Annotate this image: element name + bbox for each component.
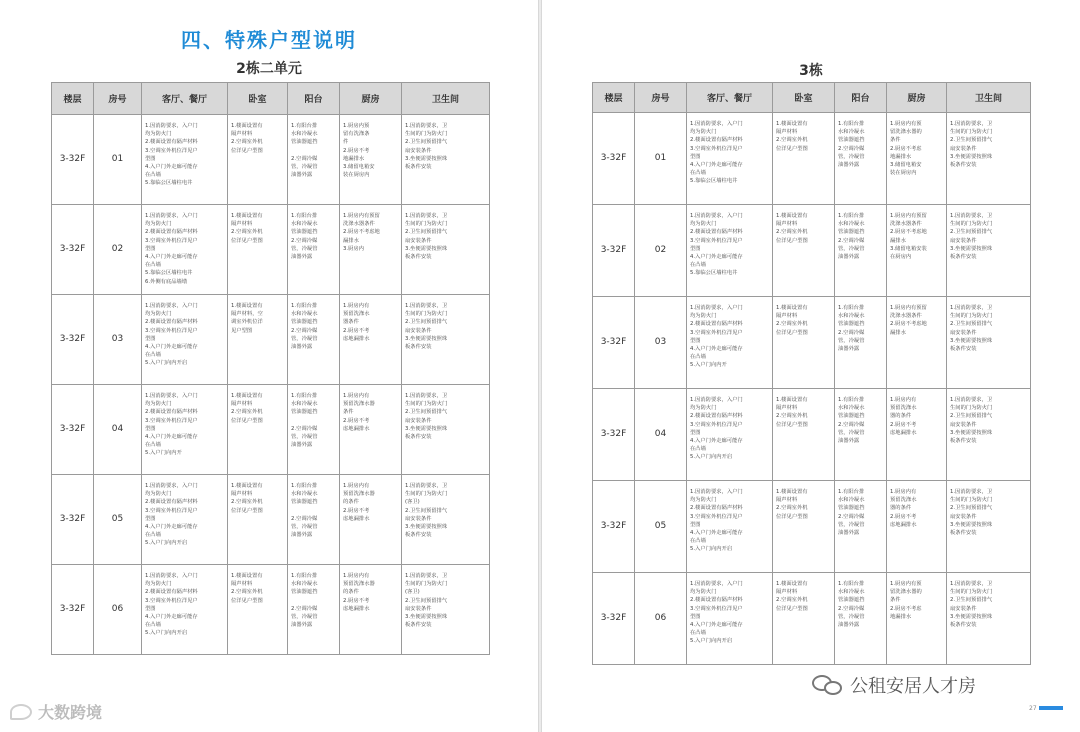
bottom-watermark (10, 700, 102, 723)
floor-cell: 3-32F (593, 297, 635, 389)
room-number-cell: 05 (635, 481, 687, 573)
kitchen-cell: 1.厨房内有 预留洗涤水 器条件 2.厨房不考 虑地漏排水 (340, 295, 402, 385)
room-number-cell: 02 (94, 205, 142, 295)
bedroom-cell: 1.楼面设置有 隔声材料 2.空调室外机 位洋见户型图 (773, 573, 835, 665)
balcony-cell: 1.有阳台排 水和冷凝水 管油器遮挡 2.空调冷媒 管，冷凝管 油器外露 (835, 113, 887, 205)
floor-cell: 3-32F (52, 565, 94, 655)
balcony-cell: 1.有阳台排 水和冷凝水 管油器遮挡 2.空调冷媒 管，冷凝管 油器外露 (288, 115, 340, 205)
header-bedroom: 卧室 (228, 83, 288, 115)
living-dining-cell: 1.因消防要求，入户门 均为防火门 2.楼面设置有隔声材料 3.空调室外机位洋见户 型图 4.入户门外走廊可能存 在凸墙 5.入户门向内开启 (142, 475, 228, 565)
header-floor: 楼层 (52, 83, 94, 115)
bathroom-cell: 1.因消防要求，卫 生间的门为防火门 2.卫生间预留排气 扇安装条件 3.坐便需要按照珠 板条件安装 (402, 205, 490, 295)
table-header-row (593, 83, 1031, 113)
living-dining-cell: 1.因消防要求，入户门 均为防火门 2.楼面设置有隔声材料 3.空调室外机位洋见户 型图 4.入户门外走廊可能存 在凸墙 5.入户门向内开启 (687, 573, 773, 665)
room-number-cell: 04 (635, 389, 687, 481)
floor-cell: 3-32F (593, 481, 635, 573)
living-dining-cell: 1.因消防要求，入户门 均为防火门 2.楼面设置有隔声材料 3.空调室外机位洋见户 型图 4.入户门外走廊可能存 在凸墙 5.入户门向内开 (687, 297, 773, 389)
table-row (593, 205, 1031, 297)
right-page (542, 0, 1080, 732)
bathroom-cell: 1.因消防要求，卫 生间的门为防火门 2.卫生间预留排气 扇安装条件 3.坐便需要按照珠 板条件安装 (402, 115, 490, 205)
floor-cell: 3-32F (52, 475, 94, 565)
table-row (593, 297, 1031, 389)
table-row (593, 113, 1031, 205)
header-room: 房号 (94, 83, 142, 115)
bathroom-cell: 1.因消防要求，卫 生间的门为防火门 2.卫生间预留排气 扇安装条件 3.坐便需要按照珠 板条件安装 (947, 481, 1031, 573)
spec-table-left (51, 82, 490, 655)
room-number-cell: 02 (635, 205, 687, 297)
table-row (52, 385, 490, 475)
table-row (593, 573, 1031, 665)
header-kitchen: 厨房 (887, 83, 947, 113)
living-dining-cell: 1.因消防要求，入户门 均为防火门 2.楼面设置有隔声材料 3.空调室外机位洋见户 型图 4.入户门外走廊可能存 在凸墙 5.入户门向内开启 (142, 295, 228, 385)
page-accent-bar (1039, 706, 1063, 710)
bathroom-cell: 1.因消防要求，卫 生间的门为防火门 2.卫生间预留排气 扇安装条件 3.坐便需要按照珠 板条件安装 (402, 385, 490, 475)
balcony-cell: 1.有阳台排 水和冷凝水 管油器遮挡 2.空调冷媒 管，冷凝管 油器外露 (835, 573, 887, 665)
bathroom-cell: 1.因消防要求，卫 生间的门为防火门 2.卫生间预留排气 扇安装条件 3.坐便需要按照珠 板条件安装 (402, 295, 490, 385)
room-number-cell: 05 (94, 475, 142, 565)
wechat-icon (812, 675, 844, 697)
kitchen-cell: 1.厨房内有 预留洗涤水器 条件 2.厨房不考 虑地漏排水 (340, 385, 402, 475)
living-dining-cell: 1.因消防要求，入户门 均为防火门 2.楼面设置有隔声材料 3.空调室外机位洋见户 型图 4.入户门外走廊可能存 在凸墙 5.入户门向内开 (142, 385, 228, 475)
floor-cell: 3-32F (52, 115, 94, 205)
living-dining-cell: 1.因消防要求，入户门 均为防火门 2.楼面设置有隔声材料 3.空调室外机位洋见户 型图 4.入户门外走廊可能存 在凸墙 5.靠临公区墙柱电井 (687, 205, 773, 297)
kitchen-cell: 1.厨房内有 预留洗涤水 器的条件 2.厨房不考 虑地漏排水 (887, 389, 947, 481)
room-number-cell: 04 (94, 385, 142, 475)
kitchen-cell: 1.厨房内有 预留洗涤水器 的条件 2.厨房不考 虑地漏排水 (340, 565, 402, 655)
kitchen-cell: 1.厨房内有 预留洗涤水 器的条件 2.厨房不考 虑地漏排水 (887, 481, 947, 573)
header-living: 客厅、餐厅 (142, 83, 228, 115)
balcony-cell: 1.有阳台排 水和冷凝水 管油器遮挡 2.空调冷媒 管，冷凝管 油器外露 (835, 297, 887, 389)
kitchen-cell: 1.厨房内预 留有洗涤条 件 2.厨房不考 地漏排水 3.储留电箱安 装在厨房内 (340, 115, 402, 205)
bedroom-cell: 1.楼面设置有 隔声材料，空 调室外机位洋 见户型图 (228, 295, 288, 385)
floor-cell: 3-32F (593, 113, 635, 205)
header-living: 客厅、餐厅 (687, 83, 773, 113)
bedroom-cell: 1.楼面设置有 隔声材料 2.空调室外机 位洋见户型图 (228, 475, 288, 565)
kitchen-cell: 1.厨房内有预 留洗涤水器的 条件 2.厨房不考虑 地漏排水 (887, 573, 947, 665)
table-title-building-2-unit-2: 2栋二单元 (236, 61, 302, 77)
room-number-cell: 01 (94, 115, 142, 205)
bedroom-cell: 1.楼面设置有 隔声材料 2.空调室外机 位洋见户型图 (773, 297, 835, 389)
balcony-cell: 1.有阳台排 水和冷凝水 管油器遮挡 2.空调冷媒 管，冷凝管 油器外露 (288, 295, 340, 385)
bathroom-cell: 1.因消防要求，卫 生间的门为防火门 2.卫生间预留排气 扇安装条件 3.坐便需要按照珠 板条件安装 (947, 573, 1031, 665)
balcony-cell: 1.有阳台排 水和冷凝水 管油器遮挡 2.空调冷媒 管，冷凝管 油器外露 (288, 565, 340, 655)
balcony-cell: 1.有阳台排 水和冷凝水 管油器遮挡 2.空调冷媒 管，冷凝管 油器外露 (835, 389, 887, 481)
floor-cell: 3-32F (593, 205, 635, 297)
bathroom-cell: 1.因消防要求，卫 生间的门为防火门 (客卫) 2.卫生间预留排气 扇安装条件 3.坐便需要按照珠 板条件安装 (402, 565, 490, 655)
bedroom-cell: 1.楼面设置有 隔声材料 2.空调室外机 位洋见户型图 (228, 205, 288, 295)
floor-cell: 3-32F (593, 389, 635, 481)
kitchen-cell: 1.厨房内有预 留洗涤水器的 条件 2.厨房不考虑 地漏排水 3.储留电箱安 装在厨房内 (887, 113, 947, 205)
header-floor: 楼层 (593, 83, 635, 113)
floor-cell: 3-32F (593, 573, 635, 665)
floor-cell: 3-32F (52, 295, 94, 385)
balcony-cell: 1.有阳台排 水和冷凝水 管油器遮挡 2.空调冷媒 管，冷凝管 油器外露 (288, 475, 340, 565)
living-dining-cell: 1.因消防要求，入户门 均为防火门 2.楼面设置有隔声材料 3.空调室外机位洋见户 型图 4.入户门外走廊可能存 在凸墙 5.靠临公区墙柱电井 6.外侧有底品墙墩 (142, 205, 228, 295)
table-row (593, 389, 1031, 481)
room-number-cell: 03 (94, 295, 142, 385)
room-number-cell: 03 (635, 297, 687, 389)
table-row (52, 205, 490, 295)
wechat-watermark (812, 672, 976, 698)
balcony-cell: 1.有阳台排 水和冷凝水 管油器遮挡 2.空调冷媒 管，冷凝管 油器外露 (835, 481, 887, 573)
bedroom-cell: 1.楼面设置有 隔声材料 2.空调室外机 位洋见户型图 (228, 115, 288, 205)
left-page (0, 0, 538, 732)
bedroom-cell: 1.楼面设置有 隔声材料 2.空调室外机 位洋见户型图 (228, 385, 288, 475)
spec-table-right (592, 82, 1031, 665)
table-row (52, 565, 490, 655)
living-dining-cell: 1.因消防要求，入户门 均为防火门 2.楼面设置有隔声材料 3.空调室外机位洋见户 型图 4.入户门外走廊可能存 在凸墙 5.靠临公区墙柱电井 (142, 115, 228, 205)
bottom-watermark-text: 大数跨境 (38, 703, 103, 722)
bedroom-cell: 1.楼面设置有 隔声材料 2.空调室外机 位洋见户型图 (773, 481, 835, 573)
header-bathroom: 卫生间 (947, 83, 1031, 113)
header-bedroom: 卧室 (773, 83, 835, 113)
table-row (593, 481, 1031, 573)
bathroom-cell: 1.因消防要求，卫 生间的门为防火门 2.卫生间预留排气 扇安装条件 3.坐便需要按照珠 板条件安装 (947, 297, 1031, 389)
table-header-row (52, 83, 490, 115)
kitchen-cell: 1.厨房内有预留 洗涤水器条件 2.厨房不考虑地 漏排水 3.储留电箱安装 在厨房内 (887, 205, 947, 297)
bathroom-cell: 1.因消防要求，卫 生间的门为防火门 2.卫生间预留排气 扇安装条件 3.坐便需要按照珠 板条件安装 (947, 205, 1031, 297)
header-balcony: 阳台 (835, 83, 887, 113)
brand-logo-icon (10, 704, 32, 720)
header-bathroom: 卫生间 (402, 83, 490, 115)
bedroom-cell: 1.楼面设置有 隔声材料 2.空调室外机 位洋见户型图 (773, 389, 835, 481)
balcony-cell: 1.有阳台排 水和冷凝水 管油器遮挡 2.空调冷媒 管，冷凝管 油器外露 (288, 205, 340, 295)
table-row (52, 115, 490, 205)
bathroom-cell: 1.因消防要求，卫 生间的门为防火门 2.卫生间预留排气 扇安装条件 3.坐便需要按照珠 板条件安装 (947, 389, 1031, 481)
wechat-watermark-text: 公租安居人才房 (850, 676, 976, 697)
table-row (52, 475, 490, 565)
header-kitchen: 厨房 (340, 83, 402, 115)
living-dining-cell: 1.因消防要求，入户门 均为防火门 2.楼面设置有隔声材料 3.空调室外机位洋见户 型图 4.入户门外走廊可能存 在凸墙 5.入户门向内开启 (142, 565, 228, 655)
floor-cell: 3-32F (52, 205, 94, 295)
bedroom-cell: 1.楼面设置有 隔声材料 2.空调室外机 位洋见户型图 (773, 113, 835, 205)
floor-cell: 3-32F (52, 385, 94, 475)
bathroom-cell: 1.因消防要求，卫 生间的门为防火门 (客卫) 2.卫生间预留排气 扇安装条件 3.坐便需要按照珠 板条件安装 (402, 475, 490, 565)
kitchen-cell: 1.厨房内有 预留洗涤水器 的条件 2.厨房不考 虑地漏排水 (340, 475, 402, 565)
header-balcony: 阳台 (288, 83, 340, 115)
living-dining-cell: 1.因消防要求，入户门 均为防火门 2.楼面设置有隔声材料 3.空调室外机位洋见户 型图 4.入户门外走廊可能存 在凸墙 5.入户门向内开启 (687, 481, 773, 573)
kitchen-cell: 1.厨房内有预留 洗涤水器条件 2.厨房不考虑地 漏排水 (887, 297, 947, 389)
table-row (52, 295, 490, 385)
bathroom-cell: 1.因消防要求，卫 生间的门为防火门 2.卫生间预留排气 扇安装条件 3.坐便需要按照珠 板条件安装 (947, 113, 1031, 205)
balcony-cell: 1.有阳台排 水和冷凝水 管油器遮挡 2.空调冷媒 管，冷凝管 油器外露 (288, 385, 340, 475)
bedroom-cell: 1.楼面设置有 隔声材料 2.空调室外机 位洋见户型图 (228, 565, 288, 655)
living-dining-cell: 1.因消防要求，入户门 均为防火门 2.楼面设置有隔声材料 3.空调室外机位洋见户 型图 4.入户门外走廊可能存 在凸墙 5.入户门向内开启 (687, 389, 773, 481)
header-room: 房号 (635, 83, 687, 113)
section-title: 四、特殊户型说明 (181, 28, 357, 52)
balcony-cell: 1.有阳台排 水和冷凝水 管油器遮挡 2.空调冷媒 管，冷凝管 油器外露 (835, 205, 887, 297)
room-number-cell: 06 (94, 565, 142, 655)
kitchen-cell: 1.厨房内有预留 洗涤水器条件 2.厨房不考虑地 漏排水 3.厨房内 (340, 205, 402, 295)
bedroom-cell: 1.楼面设置有 隔声材料 2.空调室外机 位洋见户型图 (773, 205, 835, 297)
room-number-cell: 06 (635, 573, 687, 665)
room-number-cell: 01 (635, 113, 687, 205)
page-number: 27 (1029, 705, 1037, 712)
table-title-building-3: 3栋 (799, 63, 823, 79)
living-dining-cell: 1.因消防要求，入户门 均为防火门 2.楼面设置有隔声材料 3.空调室外机位洋见户 型图 4.入户门外走廊可能存 在凸墙 5.靠临公区墙柱电井 (687, 113, 773, 205)
